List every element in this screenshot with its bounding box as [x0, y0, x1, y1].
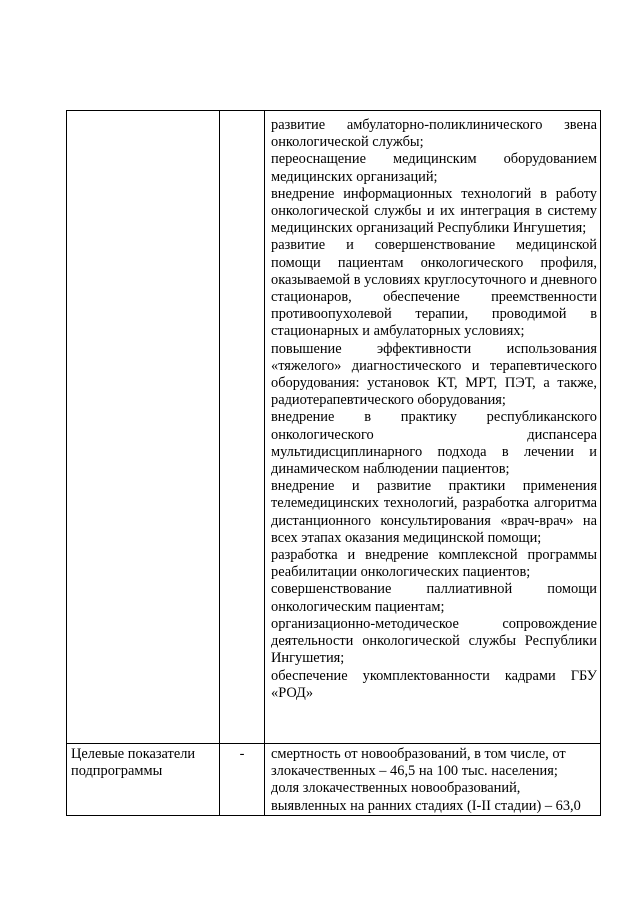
indicator-line: выявленных на ранних стадиях (I-II стадии) – 63,0	[271, 797, 581, 814]
indicator-line: злокачественных – 46,5 на 100 тыс. населения;	[271, 763, 558, 780]
task-item: организационно-методическое сопровождение деятельности онкологической службы Республики Ингушетия;	[271, 615, 597, 667]
table-row	[67, 111, 601, 744]
program-table	[66, 110, 601, 816]
table-row	[67, 744, 601, 816]
task-item: внедрение в практику республиканского онкологического диспансера мультидисциплинарного подхода в лечении и динамическом наблюдении пациентов;	[271, 409, 597, 478]
table-cell-dash	[220, 111, 265, 744]
target-indicators-cell	[265, 744, 601, 816]
task-item: внедрение информационных технологий в работу онкологической службы и их интеграция в систему медицинских организаций Республики Ингушетия;	[271, 185, 597, 237]
task-item: переоснащение медицинским оборудованием медицинских организаций;	[271, 151, 597, 185]
task-item: совершенствование паллиативной помощи онкологическим пациентам;	[271, 581, 597, 615]
task-item: обеспечение укомплектованности кадрами ГБУ «РОД»	[271, 667, 597, 701]
target-indicators-label: Целевые показатели подпрограммы	[67, 744, 220, 816]
task-item: разработка и внедрение комплексной программы реабилитации онкологических пациентов;	[271, 547, 597, 581]
table-cell-dash: -	[220, 744, 265, 816]
task-item: повышение эффективности использования «тяжелого» диагностического и терапевтического оборудования: установок КТ, МРТ, ПЭТ, а также, радиотерапевтического оборудования;	[271, 340, 597, 409]
task-item: развитие амбулаторно-поликлинического звена онкологической службы;	[271, 117, 597, 151]
indicator-line: смертность от новообразований, в том числе, от	[271, 746, 566, 762]
tasks-cell	[265, 111, 601, 744]
table-cell-label	[67, 111, 220, 744]
task-item: внедрение и развитие практики применения телемедицинских технологий, разработка алгоритма дистанционного консультирования «врач-врач» на всех этапах оказания медицинской помощи;	[271, 478, 597, 546]
task-item: развитие и совершенствование медицинской помощи пациентам онкологического профиля, оказываемой в условиях круглосуточного и дневного стационаров, обеспечение преемственности противоопухолевой терапии, проводимой в стационарных и амбулаторных условиях;	[271, 237, 597, 340]
indicator-line: доля злокачественных новообразований,	[271, 780, 521, 797]
